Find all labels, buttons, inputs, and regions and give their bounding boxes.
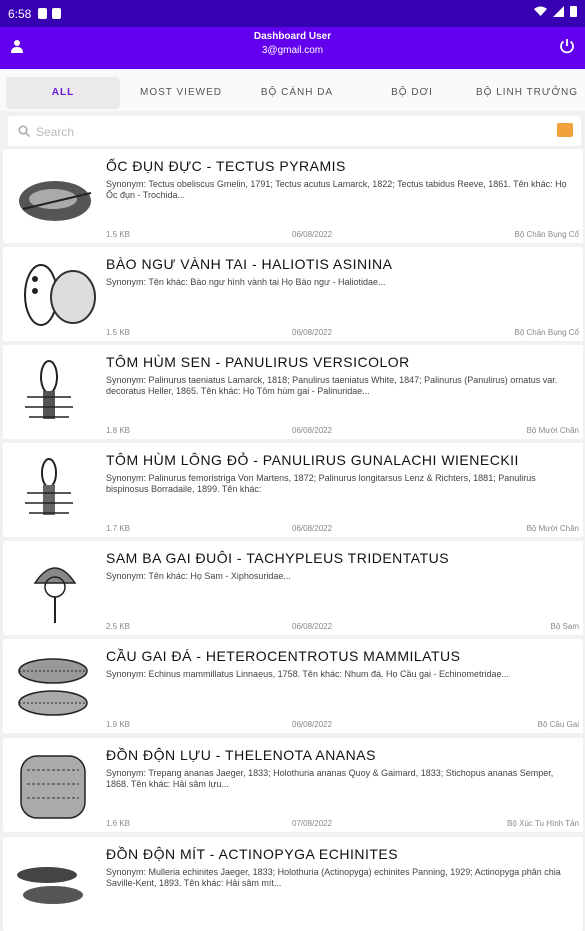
page-title: Dashboard User [253,31,332,42]
notification-icon [38,8,47,19]
lobster-thumbnail [13,455,99,525]
item-size: 1.7 KB [106,524,131,533]
clock: 6:58 [8,7,32,21]
shell-thumbnail [13,161,99,231]
item-title: TÔM HÙM LÔNG ĐỎ - PANULIRUS GUNALACHI WIENECKII [106,452,519,468]
sea-cucumber-thumbnail [13,849,99,919]
tab-all[interactable]: ALL [6,77,120,109]
item-order: Bộ Chân Bụng Cổ [514,328,579,337]
list-item[interactable] [3,443,583,537]
wifi-icon [534,6,547,17]
item-title: ĐỒN ĐỘN MÍT - ACTINOPYGA ECHINITES [106,846,399,862]
item-order: Bộ Chân Bụng Cổ [514,230,579,239]
item-size: 1.9 KB [106,720,131,729]
item-title: CẦU GAI ĐÁ - HETEROCENTROTUS MAMMILATUS [106,648,461,664]
item-title: ĐỒN ĐỘN LỰU - THELENOTA ANANAS [106,747,376,763]
abalone-thumbnail [13,259,99,329]
item-date: 06/08/2022 [292,720,333,729]
signal-icon [553,6,564,17]
item-size: 2.5 KB [106,622,131,631]
app-bar [0,27,585,69]
item-size: 1.6 KB [106,819,131,828]
item-order: Bộ Sam [550,622,579,631]
item-size: 1.5 KB [106,230,131,239]
list-item[interactable] [3,837,583,931]
sea-urchin-thumbnail [13,651,99,721]
item-description: Synonym: Tên khác: Bào ngư hình vành tai Họ Bào ngư - Haliotidae... [106,277,386,287]
item-description: Synonym: Mulleria echinites Jaeger, 1833; Holothuria (Actinopyga) echinites Panning, 1929; Actinopyga phân chia Saville-Kent, 1893. Tên khác: Hải sâm mít... [106,867,561,888]
battery-icon [570,6,577,17]
item-order: Bộ Mười Chân [526,426,579,435]
search-icon [18,125,30,137]
list-item[interactable] [3,541,583,635]
list-item[interactable] [3,247,583,341]
item-date: 06/08/2022 [292,426,333,435]
search-input[interactable]: Search [36,125,75,139]
item-title: TÔM HÙM SEN - PANULIRUS VERSICOLOR [106,354,410,370]
clipboard-icon [52,8,61,19]
tab-bo-doi[interactable]: BỘ DƠI [391,87,433,98]
list-item[interactable] [3,639,583,733]
item-order: Bộ Cầu Gai [537,720,579,729]
item-description: Synonym: Tên khác: Họ Sam - Xiphosuridae... [106,571,291,581]
power-icon[interactable] [559,38,575,54]
item-size: 1.5 KB [106,328,131,337]
item-date: 06/08/2022 [292,524,333,533]
category-tabs [0,69,585,111]
list-item[interactable] [3,345,583,439]
status-bar [0,0,585,27]
tab-most-viewed[interactable]: MOST VIEWED [140,87,222,98]
book-icon[interactable] [557,123,573,137]
list-item[interactable] [3,738,583,832]
item-description: Synonym: Echinus mammillatus Linnaeus, 1758. Tên khác: Nhum đá. Họ Cầu gai - Echinometridae... [106,669,510,679]
item-order: Bộ Mười Chân [526,524,579,533]
tab-bo-linh-truong[interactable]: BỘ LINH TRƯỞNG [475,87,579,98]
item-date: 06/08/2022 [292,622,333,631]
item-date: 07/08/2022 [292,819,333,828]
sea-cucumber-thumbnail [13,750,99,820]
item-description: Synonym: Tectus obeliscus Gmelin, 1791; Tectus acutus Lamarck, 1822; Tectus tabidus Reeve, 1861. Tên khác: Họ Ốc đụn - Trochida... [106,179,567,200]
user-email: 3@gmail.com [261,45,324,56]
item-description: Synonym: Trepang ananas Jaeger, 1833; Holothuria ananas Quoy & Gaimard, 1833; Stichopus ananas Semper, 1868. Tên khác: Hải sâm lựu... [106,768,554,789]
item-description: Synonym: Palinurus femoristriga Von Martens, 1872; Palinurus longitarsus Lenz & Richters, 1881; Panulirus bispinosus Borradaile, 1899. Tên khác: [106,473,536,494]
lobster-thumbnail [13,357,99,427]
search-bar[interactable] [8,116,581,146]
item-title: ỐC ĐỤN ĐỰC - TECTUS PYRAMIS [106,158,346,174]
item-date: 06/08/2022 [292,230,333,239]
item-size: 1.8 KB [106,426,131,435]
horseshoe-crab-thumbnail [13,553,99,623]
item-date: 06/08/2022 [292,328,333,337]
tab-bo-canh-da[interactable]: BỘ CÁNH DA [260,87,334,98]
item-order: Bộ Xúc Tu Hình Tán [507,819,579,828]
item-description: Synonym: Palinurus taeniatus Lamarck, 1818; Panulirus taeniatus White, 1847; Palinurus (Panulirus) ornatus var. decoratus Heller, 1865. Tên khác: Họ Tôm hùm gai - Palinuridae... [106,375,558,396]
item-title: SAM BA GAI ĐUÔI - TACHYPLEUS TRIDENTATUS [106,550,450,566]
item-title: BÀO NGƯ VÀNH TAI - HALIOTIS ASININA [106,256,393,272]
list-item[interactable] [3,149,583,243]
